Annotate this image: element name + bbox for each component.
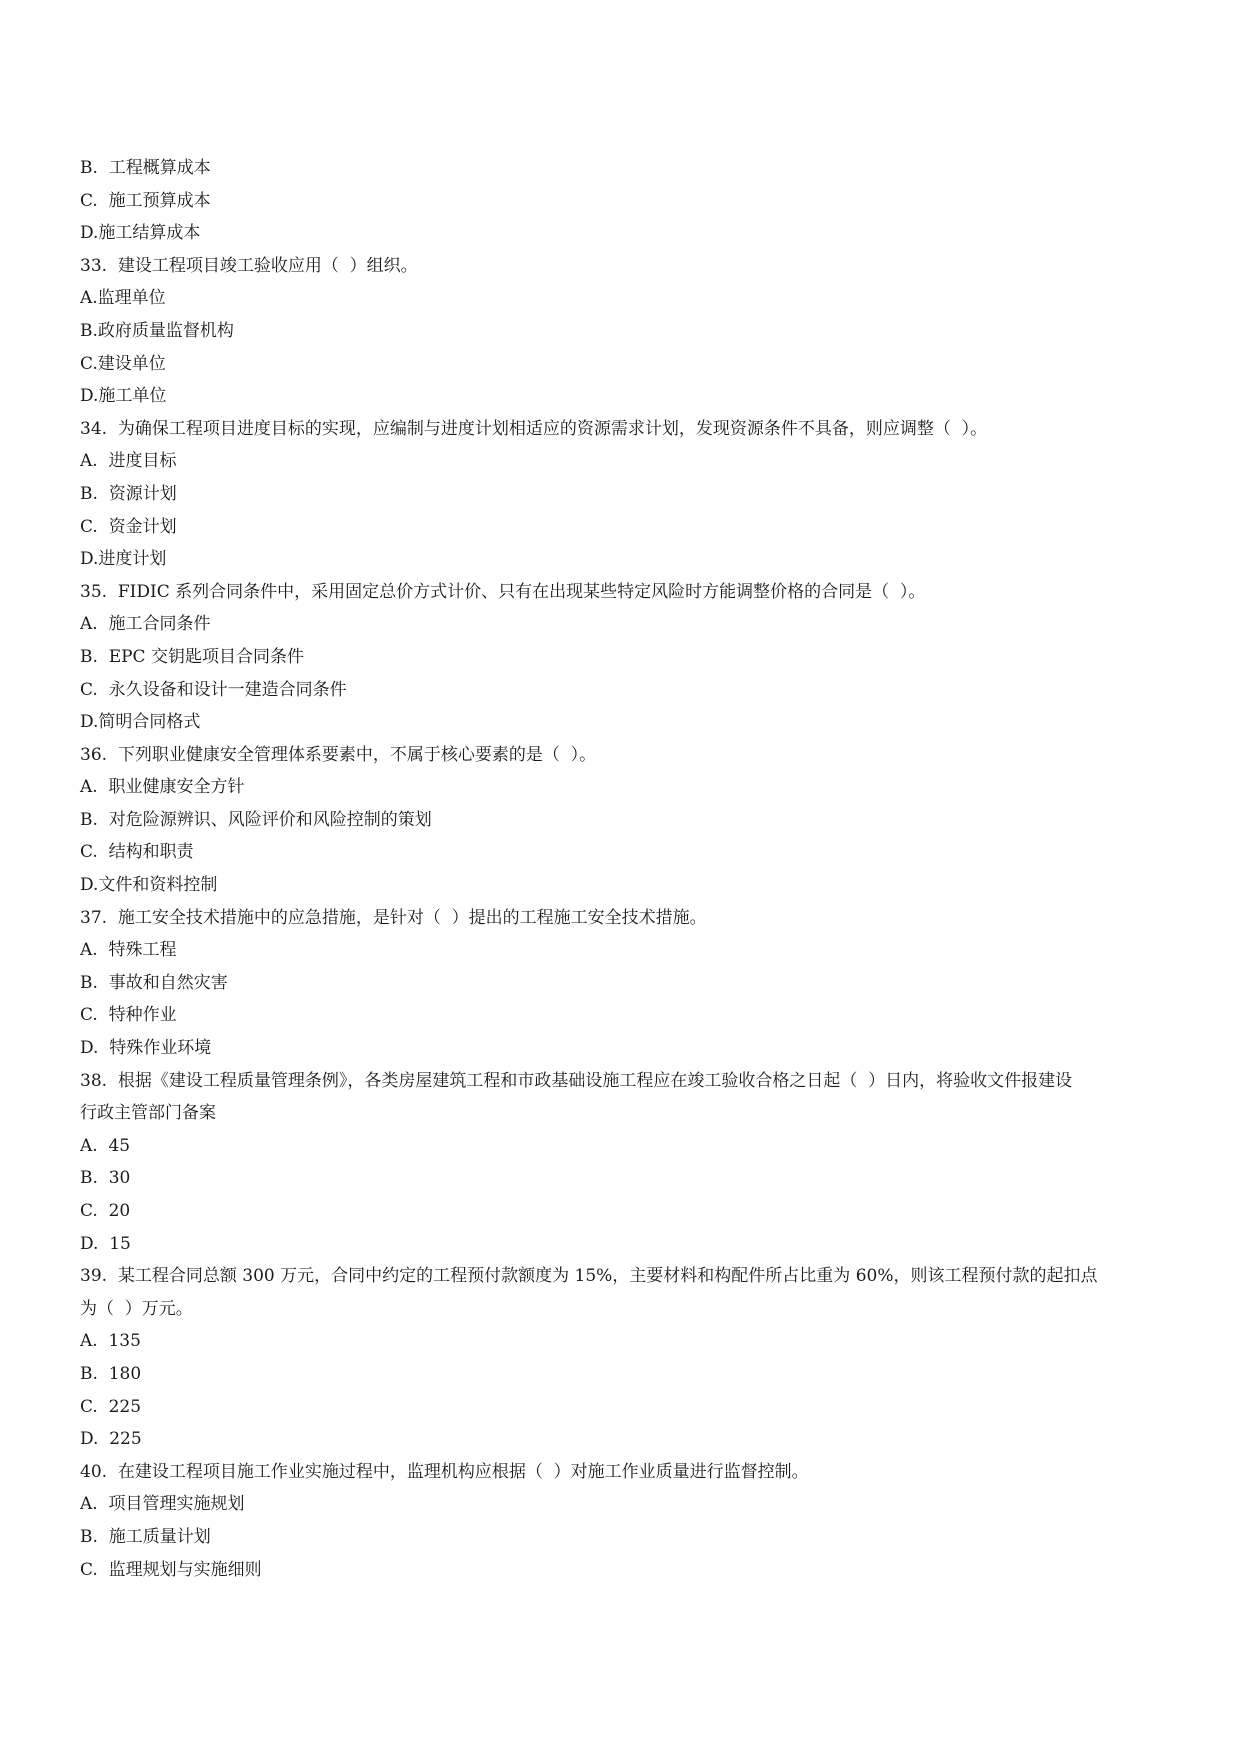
text-line: 35. FIDIC 系列合同条件中，采用固定总价方式计价、只有在出现某些特定风险时方能调整价格的合同是（ ）。 [80,581,926,602]
text-line: 36. 下列职业健康安全管理体系要素中，不属于核心要素的是（ ）。 [80,744,597,765]
question-text-body [80,152,1171,1586]
text-line: A.监理单位 [80,288,166,309]
text-line: 33. 建设工程项目竣工验收应用（ ）组织。 [80,255,418,276]
text-line: C. 特种作业 [80,1005,177,1026]
text-line: A. 45 [80,1135,131,1156]
text-line: 40. 在建设工程项目施工作业实施过程中，监理机构应根据（ ）对施工作业质量进行监督控制。 [80,1461,809,1482]
text-line: 行政主管部门备案 [80,1103,216,1124]
text-line: B. 30 [80,1168,131,1189]
text-line: 为（ ）万元。 [80,1298,193,1319]
text-line: A. 135 [80,1331,141,1352]
text-line: 37. 施工安全技术措施中的应急措施，是针对（ ）提出的工程施工安全技术措施。 [80,907,707,928]
text-line: A. 施工合同条件 [80,614,211,635]
text-line: D. 225 [80,1429,142,1450]
text-line: C. 监理规划与实施细则 [80,1559,262,1580]
text-line: A. 进度目标 [80,451,177,472]
text-line: 39. 某工程合同总额 300 万元，合同中约定的工程预付款额度为 15%，主要材料和构配件所占比重为 60%，则该工程预付款的起扣点 [80,1266,1098,1287]
text-line: B. 事故和自然灾害 [80,972,228,993]
text-line: C. 资金计划 [80,516,177,537]
text-line: C.建设单位 [80,353,166,374]
text-line: B. 180 [80,1363,142,1384]
text-line: C. 施工预算成本 [80,190,211,211]
text-line: C. 永久设备和设计一建造合同条件 [80,679,347,700]
text-line: C. 结构和职责 [80,842,194,863]
text-line: D.进度计划 [80,549,167,570]
text-line: A. 项目管理实施规划 [80,1494,245,1515]
text-line: 38. 根据《建设工程质量管理条例》，各类房屋建筑工程和市政基础设施工程应在竣工验收合格之日起（ ）日内，将验收文件报建设 [80,1070,1073,1091]
text-line: D. 15 [80,1233,131,1254]
text-line: D.文件和资料控制 [80,875,218,896]
text-line: B. EPC 交钥匙项目合同条件 [80,646,304,667]
text-line: B. 施工质量计划 [80,1526,211,1547]
text-line: D.简明合同格式 [80,712,201,733]
text-line: B. 工程概算成本 [80,158,211,178]
text-line: B.政府质量监督机构 [80,320,234,341]
text-line: C. 225 [80,1396,142,1417]
text-line: D.施工单位 [80,386,167,407]
text-line: D.施工结算成本 [80,223,201,244]
text-line: 34. 为确保工程项目进度目标的实现，应编制与进度计划相适应的资源需求计划，发现资源条件不具备，则应调整（ ）。 [80,418,988,439]
text-line: B. 资源计划 [80,483,177,504]
text-line: D. 特殊作业环境 [80,1038,212,1059]
text-line: C. 20 [80,1201,131,1221]
text-line: A. 职业健康安全方针 [80,777,245,798]
text-line: A. 特殊工程 [80,940,177,961]
text-line: B. 对危险源辨识、风险评价和风险控制的策划 [80,809,432,830]
